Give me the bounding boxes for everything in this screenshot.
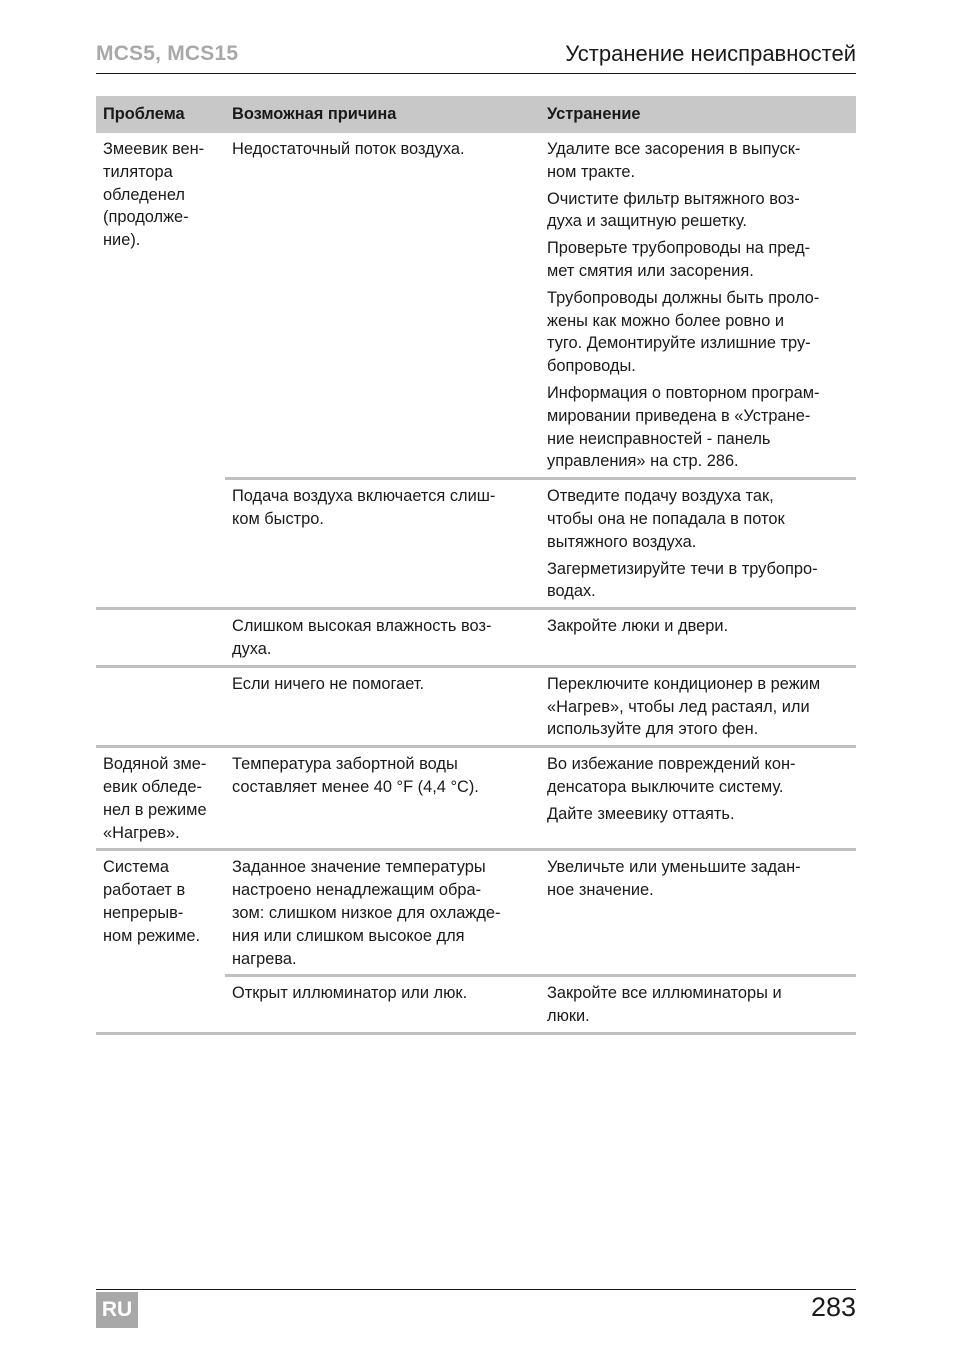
footer-divider xyxy=(96,1289,856,1290)
remedy-cell xyxy=(540,976,856,1034)
cause-cell xyxy=(225,133,540,479)
remedy-cell xyxy=(540,850,856,976)
remedy-text: Проверьте трубопроводы на пред- мет смятия или засорения. xyxy=(547,239,811,280)
problem-cell xyxy=(96,747,225,850)
cause-text: Слишком высокая влажность воз- духа. xyxy=(232,617,492,658)
table-row xyxy=(96,850,856,976)
cause-cell xyxy=(225,609,540,667)
remedy-cell xyxy=(540,479,856,609)
model-name: MCS5, MCS15 xyxy=(96,42,239,65)
table-header-row xyxy=(96,96,856,133)
remedy-text: Очистите фильтр вытяжного воз- духа и защитную решетку. xyxy=(547,189,800,231)
remedy-text: Переключите кондиционер в режим «Нагрев», чтобы лед растаял, или используйте для этого фен. xyxy=(547,674,821,739)
problem-text: Система работает в непрерыв- ном режиме. xyxy=(103,858,201,945)
problem-cell xyxy=(96,609,225,667)
cause-text: Открыт иллюминатор или люк. xyxy=(232,984,468,1003)
remedy-text: Отведите подачу воздуха так, чтобы она не попадала в поток вытяжного воздуха. xyxy=(547,487,785,551)
remedy-text: Закройте люки и двери. xyxy=(547,617,729,636)
problem-cell xyxy=(96,666,225,746)
cause-cell xyxy=(225,479,540,609)
section-title: Устранение неисправностей xyxy=(565,41,856,66)
cause-cell xyxy=(225,976,540,1034)
table-row xyxy=(96,609,856,667)
table-row xyxy=(96,747,856,850)
page-number: 283 xyxy=(810,1292,856,1322)
cause-cell xyxy=(225,850,540,976)
remedy-text: Загерметизируйте течи в трубопро- водах. xyxy=(547,559,818,601)
cause-cell xyxy=(225,666,540,746)
cause-text: Недостаточный поток воздуха. xyxy=(232,140,465,158)
remedy-cell xyxy=(540,609,856,667)
remedy-text: Дайте змеевику оттаять. xyxy=(547,804,735,823)
remedy-text: Информация о повторном програм- мировании приведена в «Устране- ние неисправностей - панель управления» на стр. 286. xyxy=(547,383,820,471)
cause-text: Температура забортной воды составляет менее 40 °F (4,4 °C). xyxy=(232,755,479,796)
remedy-cell xyxy=(540,133,856,479)
cause-text: Подача воздуха включается слиш- ком быстро. xyxy=(232,487,496,528)
table-row xyxy=(96,666,856,746)
remedy-cell xyxy=(540,747,856,850)
column-header-problem: Проблема xyxy=(96,96,225,133)
problem-cell xyxy=(96,850,225,1034)
remedy-text: Закройте все иллюминаторы и люки. xyxy=(547,984,782,1026)
problem-cell xyxy=(96,133,225,609)
page-header xyxy=(96,40,856,74)
remedy-cell xyxy=(540,666,856,746)
cause-text: Если ничего не помогает. xyxy=(232,674,425,693)
remedy-text: Удалите все засорения в выпуск- ном тракте. xyxy=(547,140,801,181)
cause-cell xyxy=(225,747,540,850)
language-badge: RU xyxy=(96,1292,138,1328)
problem-text: Змеевик вен- тилятора обледенел (продолже- ние). xyxy=(103,140,205,250)
problem-text: Водяной зме- евик обледе- нел в режиме «Нагрев». xyxy=(103,755,207,842)
remedy-text: Трубопроводы должны быть проло- жены как можно более ровно и туго. Демонтируйте излишние тру- бопроводы. xyxy=(547,288,820,376)
troubleshooting-table xyxy=(96,96,856,1035)
column-header-remedy: Устранение xyxy=(540,96,856,133)
column-header-cause: Возможная причина xyxy=(225,96,540,133)
table-row xyxy=(96,133,856,479)
remedy-text: Увеличьте или уменьшите задан- ное значение. xyxy=(547,858,801,900)
remedy-text: Во избежание повреждений кон- денсатора выключите систему. xyxy=(547,755,796,796)
cause-text: Заданное значение температуры настроено ненадлежащим обра- зом: слишком низкое для охлажде- ния или слишком высокое для нагрева. xyxy=(232,858,501,968)
